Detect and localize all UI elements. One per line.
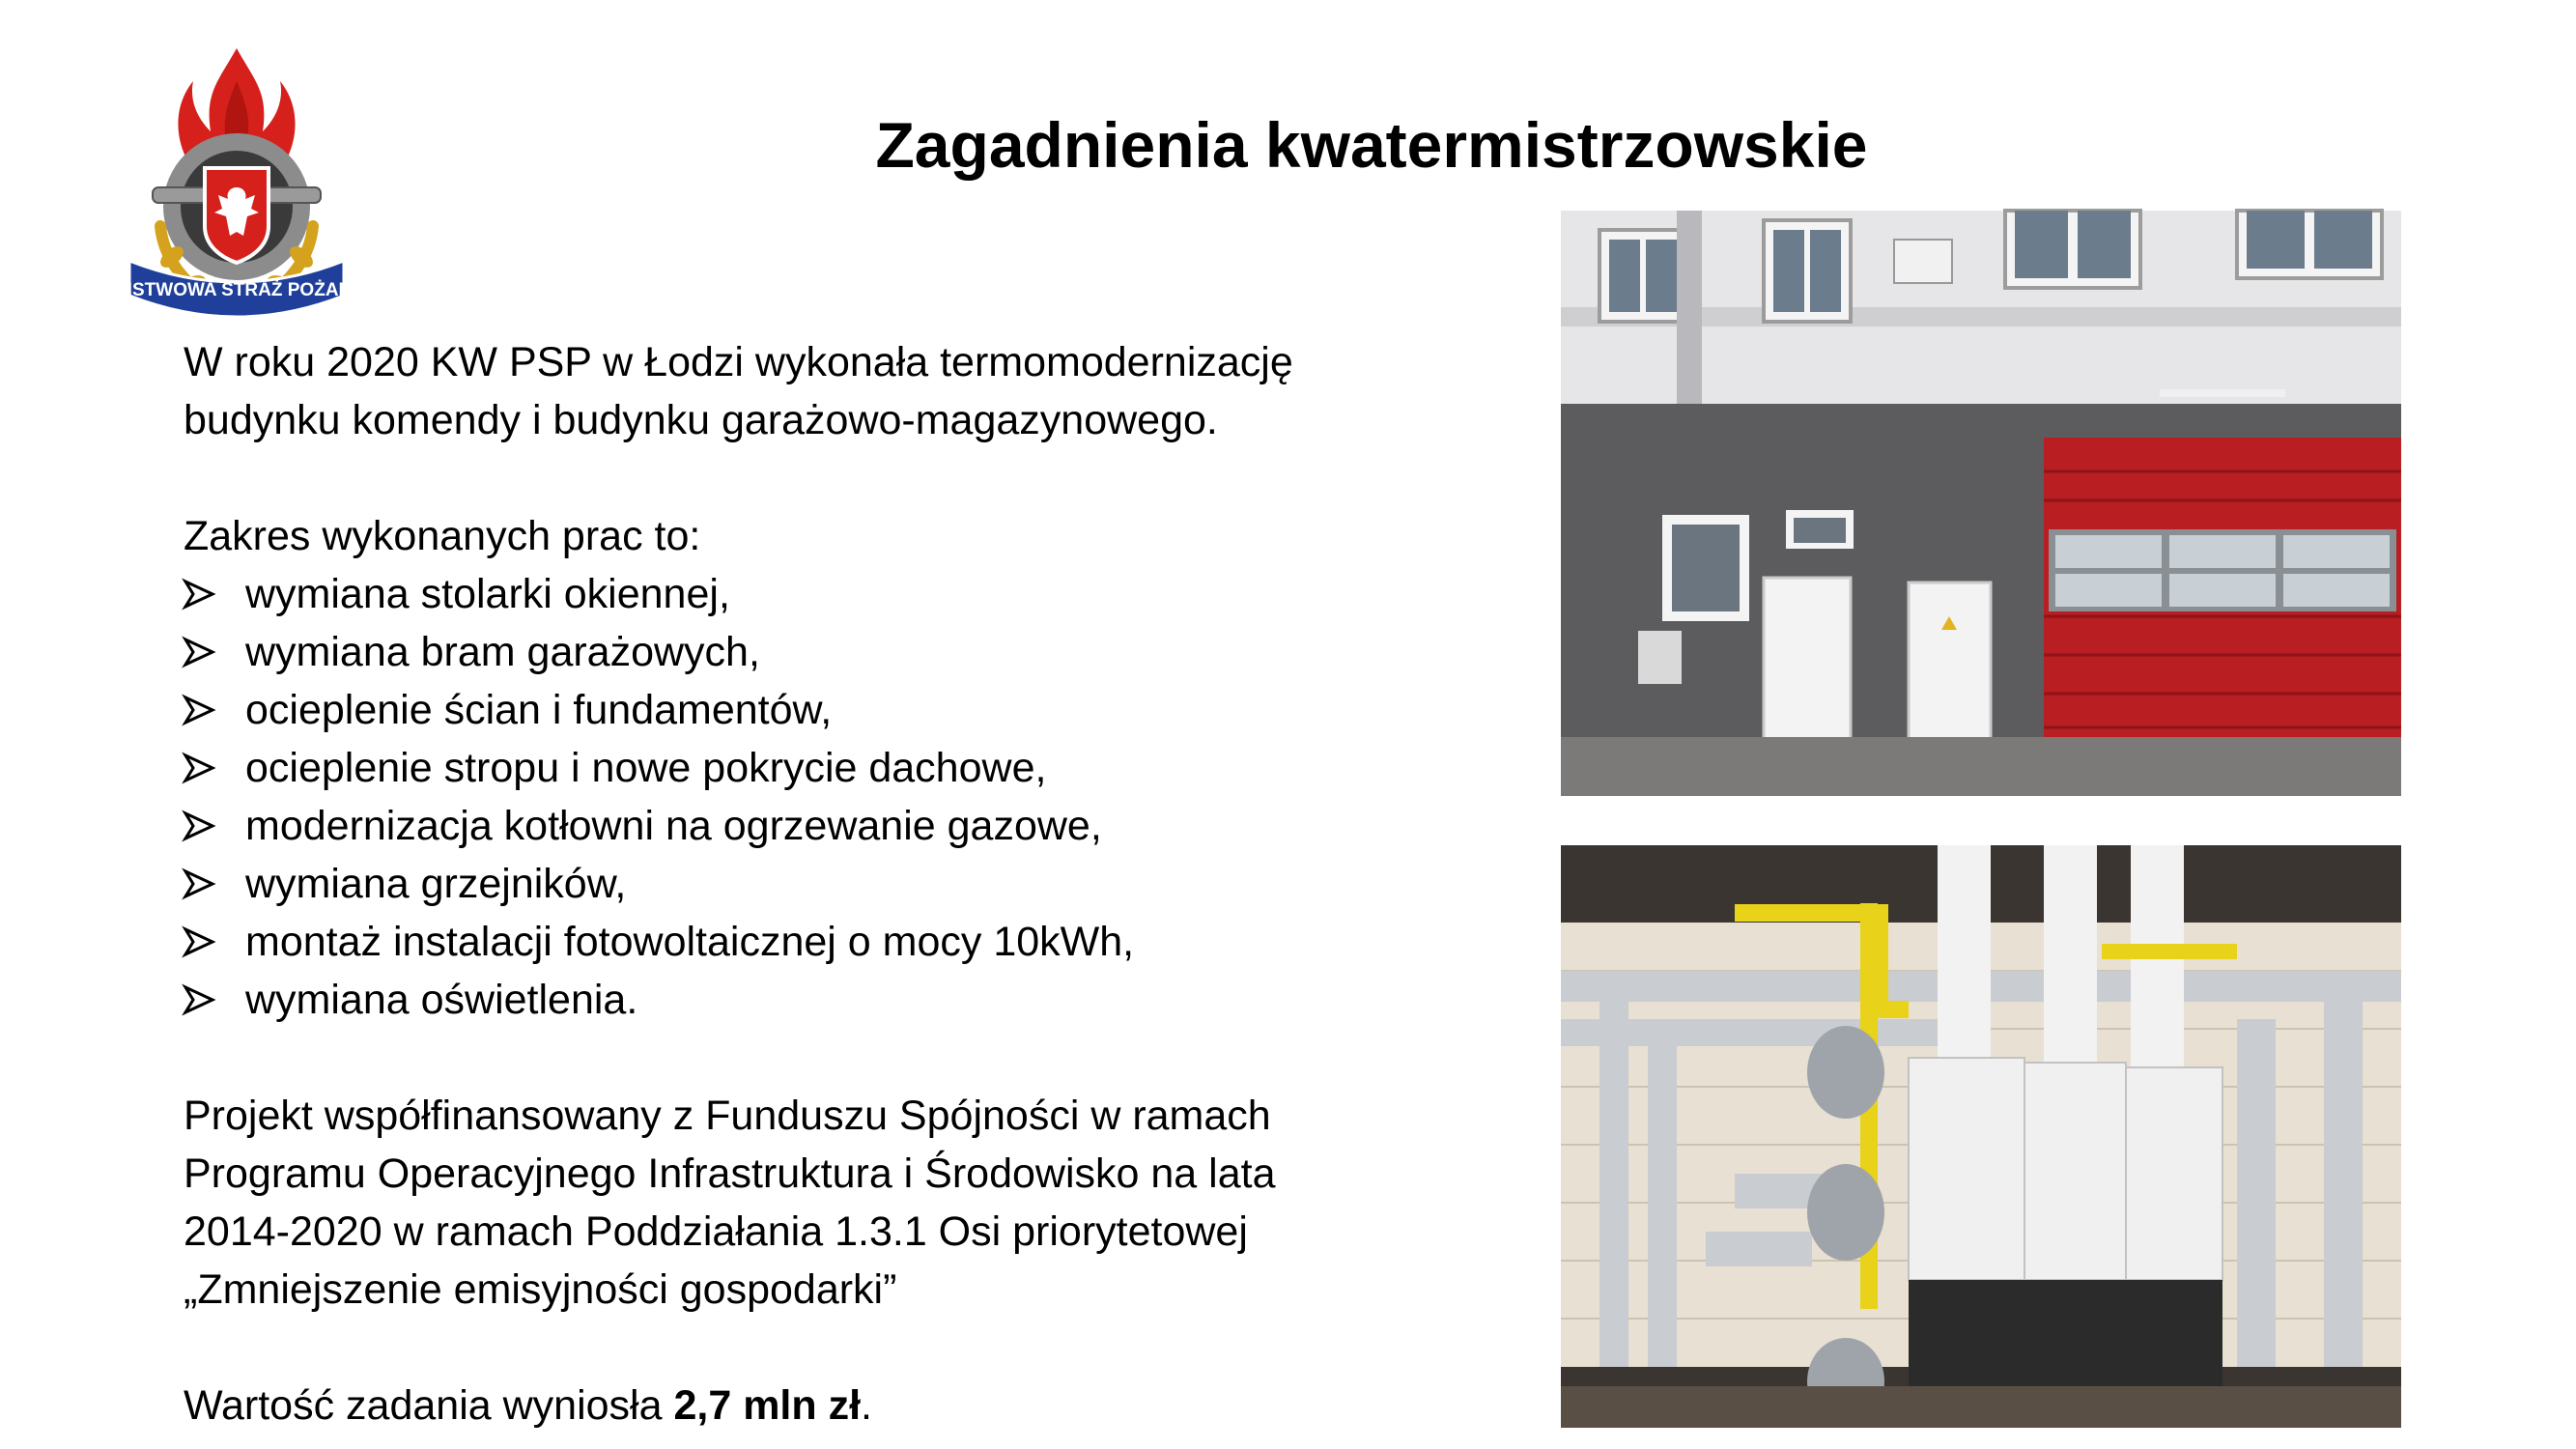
funding-line: Programu Operacyjnego Infrastruktura i Środowisko na lata (184, 1151, 1276, 1197)
works-list (184, 565, 1507, 1029)
list-item (184, 565, 1507, 623)
arrow-bullet-icon (184, 696, 245, 724)
list-item (184, 855, 1507, 913)
work-item-text: montaż instalacji fotowoltaicznej o mocy 10kWh, (245, 919, 1135, 965)
list-item (184, 971, 1507, 1029)
slide-body (184, 333, 1507, 1435)
logo-banner-text: PAŃSTWOWA STRAŻ POŻARNA (95, 280, 379, 300)
arrow-bullet-icon (184, 927, 245, 956)
task-value (184, 1377, 1507, 1435)
work-item-text: ocieplenie stropu i nowe pokrycie dachowe, (245, 745, 1047, 791)
psp-logo (95, 43, 379, 332)
boiler-room-photo (1561, 845, 2401, 1428)
list-item (184, 739, 1507, 797)
list-item (184, 797, 1507, 855)
task-value-label: Wartość zadania wyniosła (184, 1382, 674, 1429)
intro-line: budynku komendy i budynku garażowo-magazynowego. (184, 397, 1218, 443)
arrow-bullet-icon (184, 638, 245, 667)
work-item-text: modernizacja kotłowni na ogrzewanie gazowe, (245, 803, 1102, 849)
list-item (184, 681, 1507, 739)
work-item-text: wymiana bram garażowych, (245, 629, 760, 675)
work-item-text: wymiana oświetlenia. (245, 977, 638, 1023)
task-value-suffix: . (861, 1382, 872, 1429)
arrow-bullet-icon (184, 869, 245, 898)
work-item-text: wymiana stolarki okiennej, (245, 571, 730, 617)
arrow-bullet-icon (184, 985, 245, 1014)
list-item (184, 623, 1507, 681)
list-item (184, 913, 1507, 971)
works-heading: Zakres wykonanych prac to: (184, 513, 701, 559)
work-item-text: wymiana grzejników, (245, 861, 627, 907)
arrow-bullet-icon (184, 811, 245, 840)
funding-line: 2014-2020 w ramach Poddziałania 1.3.1 Osi priorytetowej (184, 1208, 1248, 1255)
funding-line: „Zmniejszenie emisyjności gospodarki” (184, 1266, 897, 1313)
task-value-amount: 2,7 mln zł (673, 1382, 862, 1429)
building-photo (1561, 211, 2401, 796)
arrow-bullet-icon (184, 580, 245, 609)
intro-line: W roku 2020 KW PSP w Łodzi wykonała termomodernizację (184, 339, 1293, 385)
work-item-text: ocieplenie ścian i fundamentów, (245, 687, 833, 733)
funding-line: Projekt współfinansowany z Funduszu Spójności w ramach (184, 1093, 1271, 1139)
slide-title: Zagadnienia kwatermistrzowskie (875, 109, 1868, 181)
arrow-bullet-icon (184, 753, 245, 782)
